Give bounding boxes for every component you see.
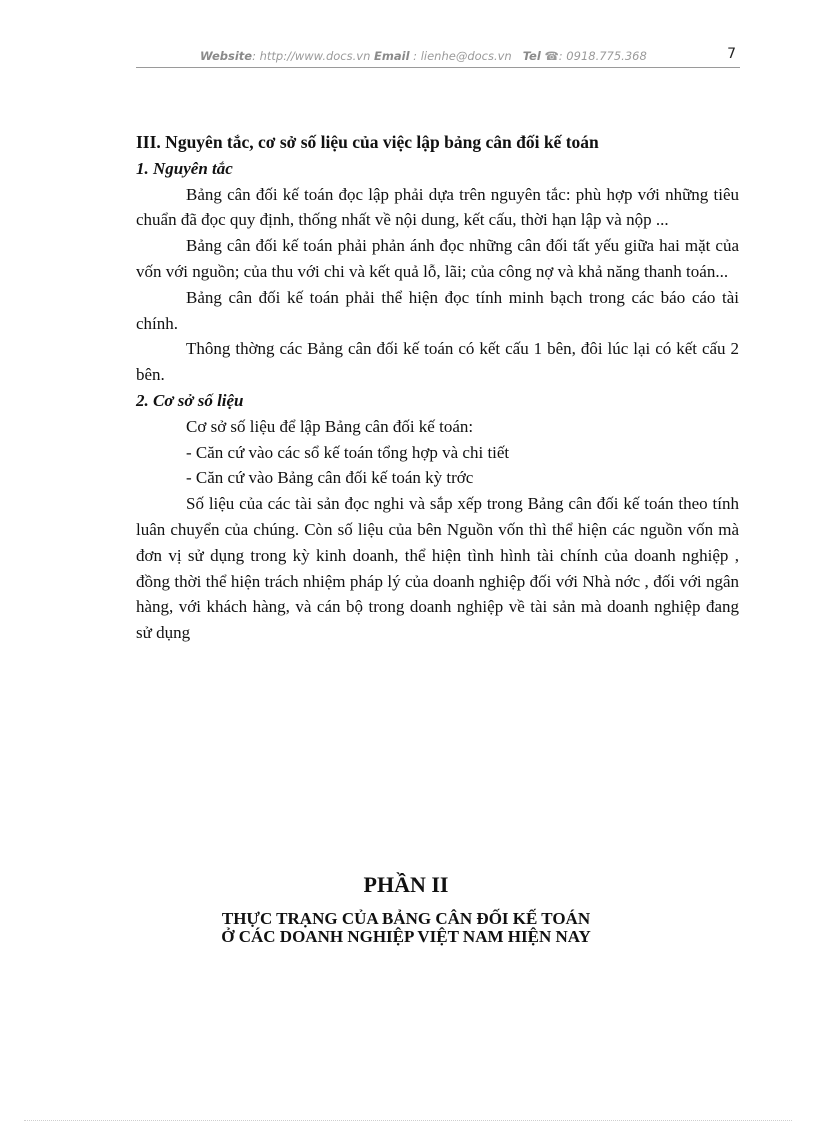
header-contact-info [200,49,647,63]
email-value: : lienhe@docs.vn [409,49,512,63]
list-item: - Căn cứ vào các sổ kế toán tổng hợp và chi tiết [186,442,510,462]
header-divider [136,67,740,68]
section-title: III. Nguyên tắc, cơ sở số liệu của việc lập bảng cân đối kế toán [136,132,599,152]
part-subtitle-line2: Ở CÁC DOANH NGHIỆP VIỆT NAM HIỆN NAY [221,927,591,946]
subsection-title-data-basis: 2. Cơ sở số liệu [136,390,244,410]
tel-value: : 0918.775.368 [558,49,647,63]
footer-divider [24,1120,792,1121]
website-label: Website [200,49,253,63]
paragraph: Bảng cân đối kế toán phải phản ánh đọc những cân đối tất yếu giữa hai mặt của vốn với nguồn; của thu với chi và kết quả lỗ, lãi; của công nợ và khả năng thanh toán... [136,236,739,281]
document-body [136,130,739,646]
paragraph: Bảng cân đối kế toán phải thể hiện đọc tính minh bạch trong các báo cáo tài chính. [136,287,739,333]
website-value: : http://www.docs.vn [252,49,371,63]
paragraph: Số liệu của các tài sản đọc nghi và sắp xếp trong Bảng cân đối kế toán theo tính luân chuyển của chúng. Còn số liệu của bên Nguồn vốn thì thể hiện các nguồn vốn mà đơn vị sử dụng trong kỳ kinh doanh, thể hiện tình hình tài chính của doanh nghiệp , đồng thời thể hiện trách nhiệm pháp lý của doanh nghiệp đối với Nhà nớc , đối với ngân hàng, với khách hàng, và cán bộ trong doanh nghiệp về tài sản mà doanh nghiệp đang sử dụng [136,494,739,643]
tel-label: Tel [522,49,541,63]
part-subtitle-line1: THỰC TRẠNG CỦA BẢNG CÂN ĐỐI KẾ TOÁN [221,909,591,928]
part-title: PHẦN II [363,872,449,897]
part-heading [136,872,676,946]
email-label: Email [374,49,410,63]
paragraph: Thông thờng các Bảng cân đối kế toán có kết cấu 1 bên, đôi lúc lại có kết cấu 2 bên. [136,339,739,385]
list-item: Cơ sở số liệu để lập Bảng cân đối kế toán: [186,416,474,436]
subsection-title-principles: 1. Nguyên tắc [136,158,233,178]
page-number: 7 [727,46,736,62]
paragraph: Bảng cân đối kế toán đọc lập phải dựa trên nguyên tắc: phù hợp với những tiêu chuẩn đã đọc quy định, thống nhất về nội dung, kết cấu, thời hạn lập và nộp ... [136,184,739,230]
page-header [136,46,740,66]
phone-icon: ☎ [544,49,559,63]
list-item: - Căn cứ vào Bảng cân đối kế toán kỳ trớc [186,468,474,488]
